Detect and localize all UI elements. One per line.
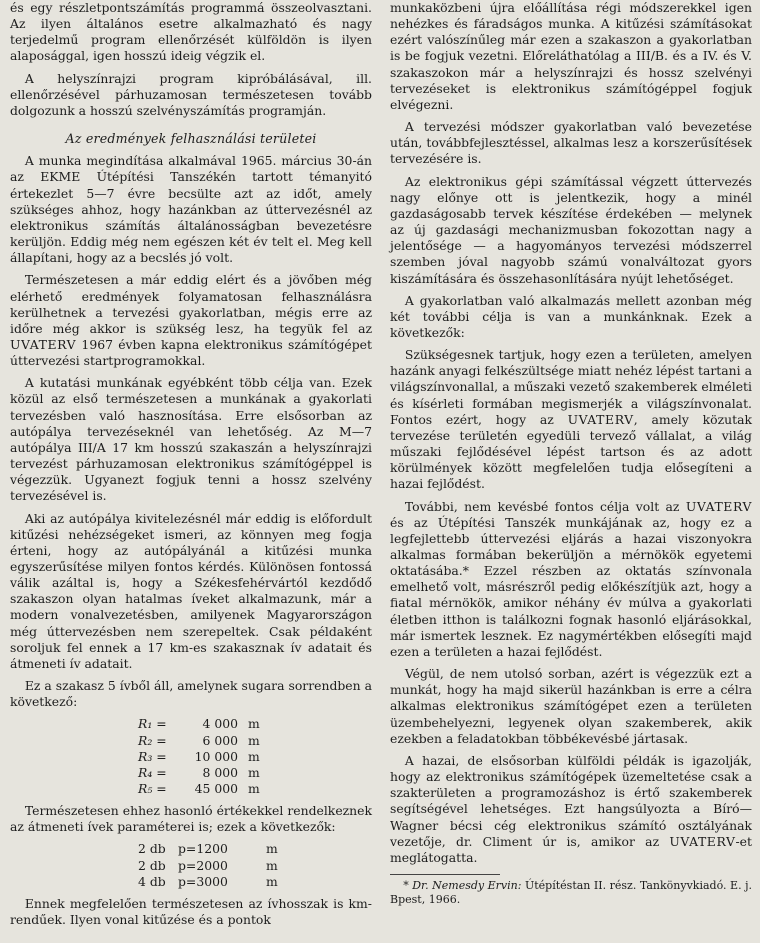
radius-row: R₂ = 6 000 m bbox=[138, 732, 260, 748]
org-name: UVATERV bbox=[669, 833, 736, 849]
right-column bbox=[390, 0, 752, 943]
paragraph: Az elektronikus gépi számítással végzett úttervezés nagy előnye ott is jelentkezik, hogy a minél gazdaságosabb tervek készítése érdekében — melynek az új gazdasági mechanizmusban fokozottan nagy a jelentősége — a hagyományos tervezési módszerrel szemben jóval nagyobb számú vonalváltozat gyors kiszámítására és összehasonlítására nyújt lehetőséget. bbox=[390, 173, 752, 286]
footnote: * Dr. Nemesdy Ervin: Útépítéstan II. rész. Tankönyvkiadó. E. j. Bpest, 1966. bbox=[390, 878, 753, 906]
radius-row: R₁ = 4 000 m bbox=[138, 716, 260, 732]
footnote-rule bbox=[390, 874, 500, 875]
paragraph: A hazai, de elsősorban külföldi példák is igazolják, hogy az elektronikus számítógépek üzemeltetése csak a szakterületen a programozáshoz is értő szakemberek segítségével lehetséges. Ezt hangsúlyozta a Bíró—Wagner bécsi cég elektronikus számító osztályának vezetője, dr. Climent úr is, amikor az UVATERV-et meglátogatta. bbox=[390, 752, 752, 865]
radius-row: R₃ = 10 000 m bbox=[138, 748, 260, 764]
org-name: UVATERV bbox=[10, 336, 77, 352]
parameter-row: 4 db p=3000 m bbox=[138, 873, 278, 889]
paragraph: Szükségesnek tartjuk, hogy ezen a területen, amelyen hazánk anyagi felkészültsége miatt nehéz lépést tartani a világszínvonallal, a műszaki vezető szakemberek elméleti és kísérleti formában megismerjék a világszínvonalat. Fontos ezért, hogy az UVATERV, amely közutak tervezése területén egyedüli tervező vállalat, a világ műszaki fejlődésével lépést tartson és az adott körülmények között megfelelően tudja elősegíteni a hazai fejlődést. bbox=[390, 347, 752, 492]
parameter-row: 2 db p=1200 m bbox=[138, 841, 278, 857]
paragraph: A tervezési módszer gyakorlatban való bevezetése után, továbbfejlesztéssel, alkalmas lesz a korszerűsítések tervezésére is. bbox=[390, 119, 752, 167]
paragraph: A kutatási munkának egyébként több célja van. Ezek közül az első természetesen a munkának a gyakorlati tervezésben való hasznosítása. Erre elsősorban az autópálya tervezéseknél van lehetőség. Az M—7 autópálya III/A 17 km hosszú szakaszán a helyszínrajzi tervezést párhuzamosan elektronikus számítógéppel is végezzük. Ugyanezt fogjuk tenni a hossz szelvény tervezésével is. bbox=[10, 375, 372, 504]
paragraph: Ez a szakasz 5 ívből áll, amelynek sugara sorrendben a következő: bbox=[10, 678, 372, 710]
parameter-row: 2 db p=2000 m bbox=[138, 857, 278, 873]
paragraph: Ennek megfelelően természetesen az ívhosszak is km-rendűek. Ilyen vonal kitűzése és a pontok bbox=[10, 895, 372, 927]
footnote-author: Dr. Nemesdy Ervin: bbox=[412, 878, 522, 892]
paragraph: Természetesen a már eddig elért és a jövőben még elérhető eredmények folyamatosan felhasználásra kerülhetnek a tervezési gyakorlatban, mégis erre az időre még akkor is szükség lesz, ha tegyük fel az UVATERV 1967 évben kapna elektronikus számítógépet úttervezési startprogramokkal. bbox=[10, 272, 372, 369]
paragraph: Aki az autópálya kivitelezésnél már eddig is előfordult kitűzési nehézségeket ismeri, az könnyen meg fogja érteni, hogy az autópályánál a kitűzési munka egyszerűsítése milyen fontos kérdés. Különösen fontossá válik azáltal is, hogy a Székesfehérvártól kezdődő szakaszon olyan hatalmas íveket alkalmazunk, már a modern vonalvezetésben, amilyenek Magyarországon még úttervezésben nem szerepeltek. Csak példaként soroljuk fel ennek a 17 km-es szakasznak ív adatait és átmeneti ív adatait. bbox=[10, 510, 372, 671]
org-name: UVATERV bbox=[567, 411, 634, 427]
paragraph: A helyszínrajzi program kipróbálásával, ill. ellenőrzésével párhuzamosan természetesen tovább dolgozunk a hosszú szelvényszámítás programján. bbox=[10, 70, 372, 118]
section-heading: Az eredmények felhasználási területei bbox=[65, 131, 317, 147]
paragraph: A gyakorlatban való alkalmazás mellett azonban még két további célja is van a munkánknak. Ezek a következők: bbox=[390, 292, 752, 340]
paragraph: munkaközbeni újra előállítása régi módszerekkel igen nehézkes és fáradságos munka. A kitűzési számításokat ezért valószínűleg már ezen a szakaszon a gyakorlatban is be fogjuk vezetni. Előreláthatólag a III/B. és a IV. és V. szakaszokon már a helyszínrajzi és hossz szelvényi tervezéseket is elektronikus számítógéppel fogjuk elvégezni. bbox=[390, 0, 752, 112]
paragraph: A munka megindítása alkalmával 1965. március 30-án az EKME Útépítési Tanszékén tartott témanyitó értekezlet 5—7 évre becsülte azt az időt, amely szükséges ahhoz, hogy hazánkban az úttervezésnél az elektronikus számítás általánosságban bevezetésre kerüljön. Eddig még nem egészen két év telt el. Meg kell állapítani, hogy az a becslés jó volt. bbox=[10, 153, 372, 266]
org-name: UVATERV bbox=[685, 498, 752, 514]
parameter-list bbox=[10, 841, 372, 889]
paragraph: További, nem kevésbé fontos célja volt az UVATERV és az Útépítési Tanszék munkájának az, hogy ez a legfejlettebb úttervezési eljárás a hazai viszonyokra alkalmas formában bekerüljön a mérnökök egyetemi oktatásába.* Ezzel részben az oktatás színvonala emelhető volt, másrészről pedig előkészítjük azt, hogy a fiatal mérnökök, amikor néhány év múlva a gyakorlati életben itthon is találkozni fognak hasonló eljárásokkal, már ismertek lesznek. Ez nagymértékben elősegíti majd ezen a területen a hazai fejlődést. bbox=[390, 498, 752, 659]
paragraph: és egy részletpontszámítás programmá összeolvasztani. Az ilyen általános esetre alkalmazható és nagy terjedelmű program ellenőrzését külföldön is ilyen alaposággal, igen hosszú ideig végzik el. bbox=[10, 0, 372, 64]
paragraph: Végül, de nem utolsó sorban, azért is végezzük ezt a munkát, hogy ha majd sikerül hazánkban is erre a célra alkalmas elektronikus számítógépet ezen a területen üzembehelyezni, legyenek olyan szakemberek, akik ezekben a feladatokban többékevésbé jártasak. bbox=[390, 666, 752, 746]
radius-row: R₄ = 8 000 m bbox=[138, 764, 260, 780]
radius-list bbox=[10, 716, 372, 797]
left-column bbox=[10, 0, 372, 943]
paragraph: Természetesen ehhez hasonló értékekkel rendelkeznek az átmeneti ívek paraméterei is; ezek a következők: bbox=[10, 803, 372, 835]
radius-row: R₅ = 45 000 m bbox=[138, 780, 260, 796]
